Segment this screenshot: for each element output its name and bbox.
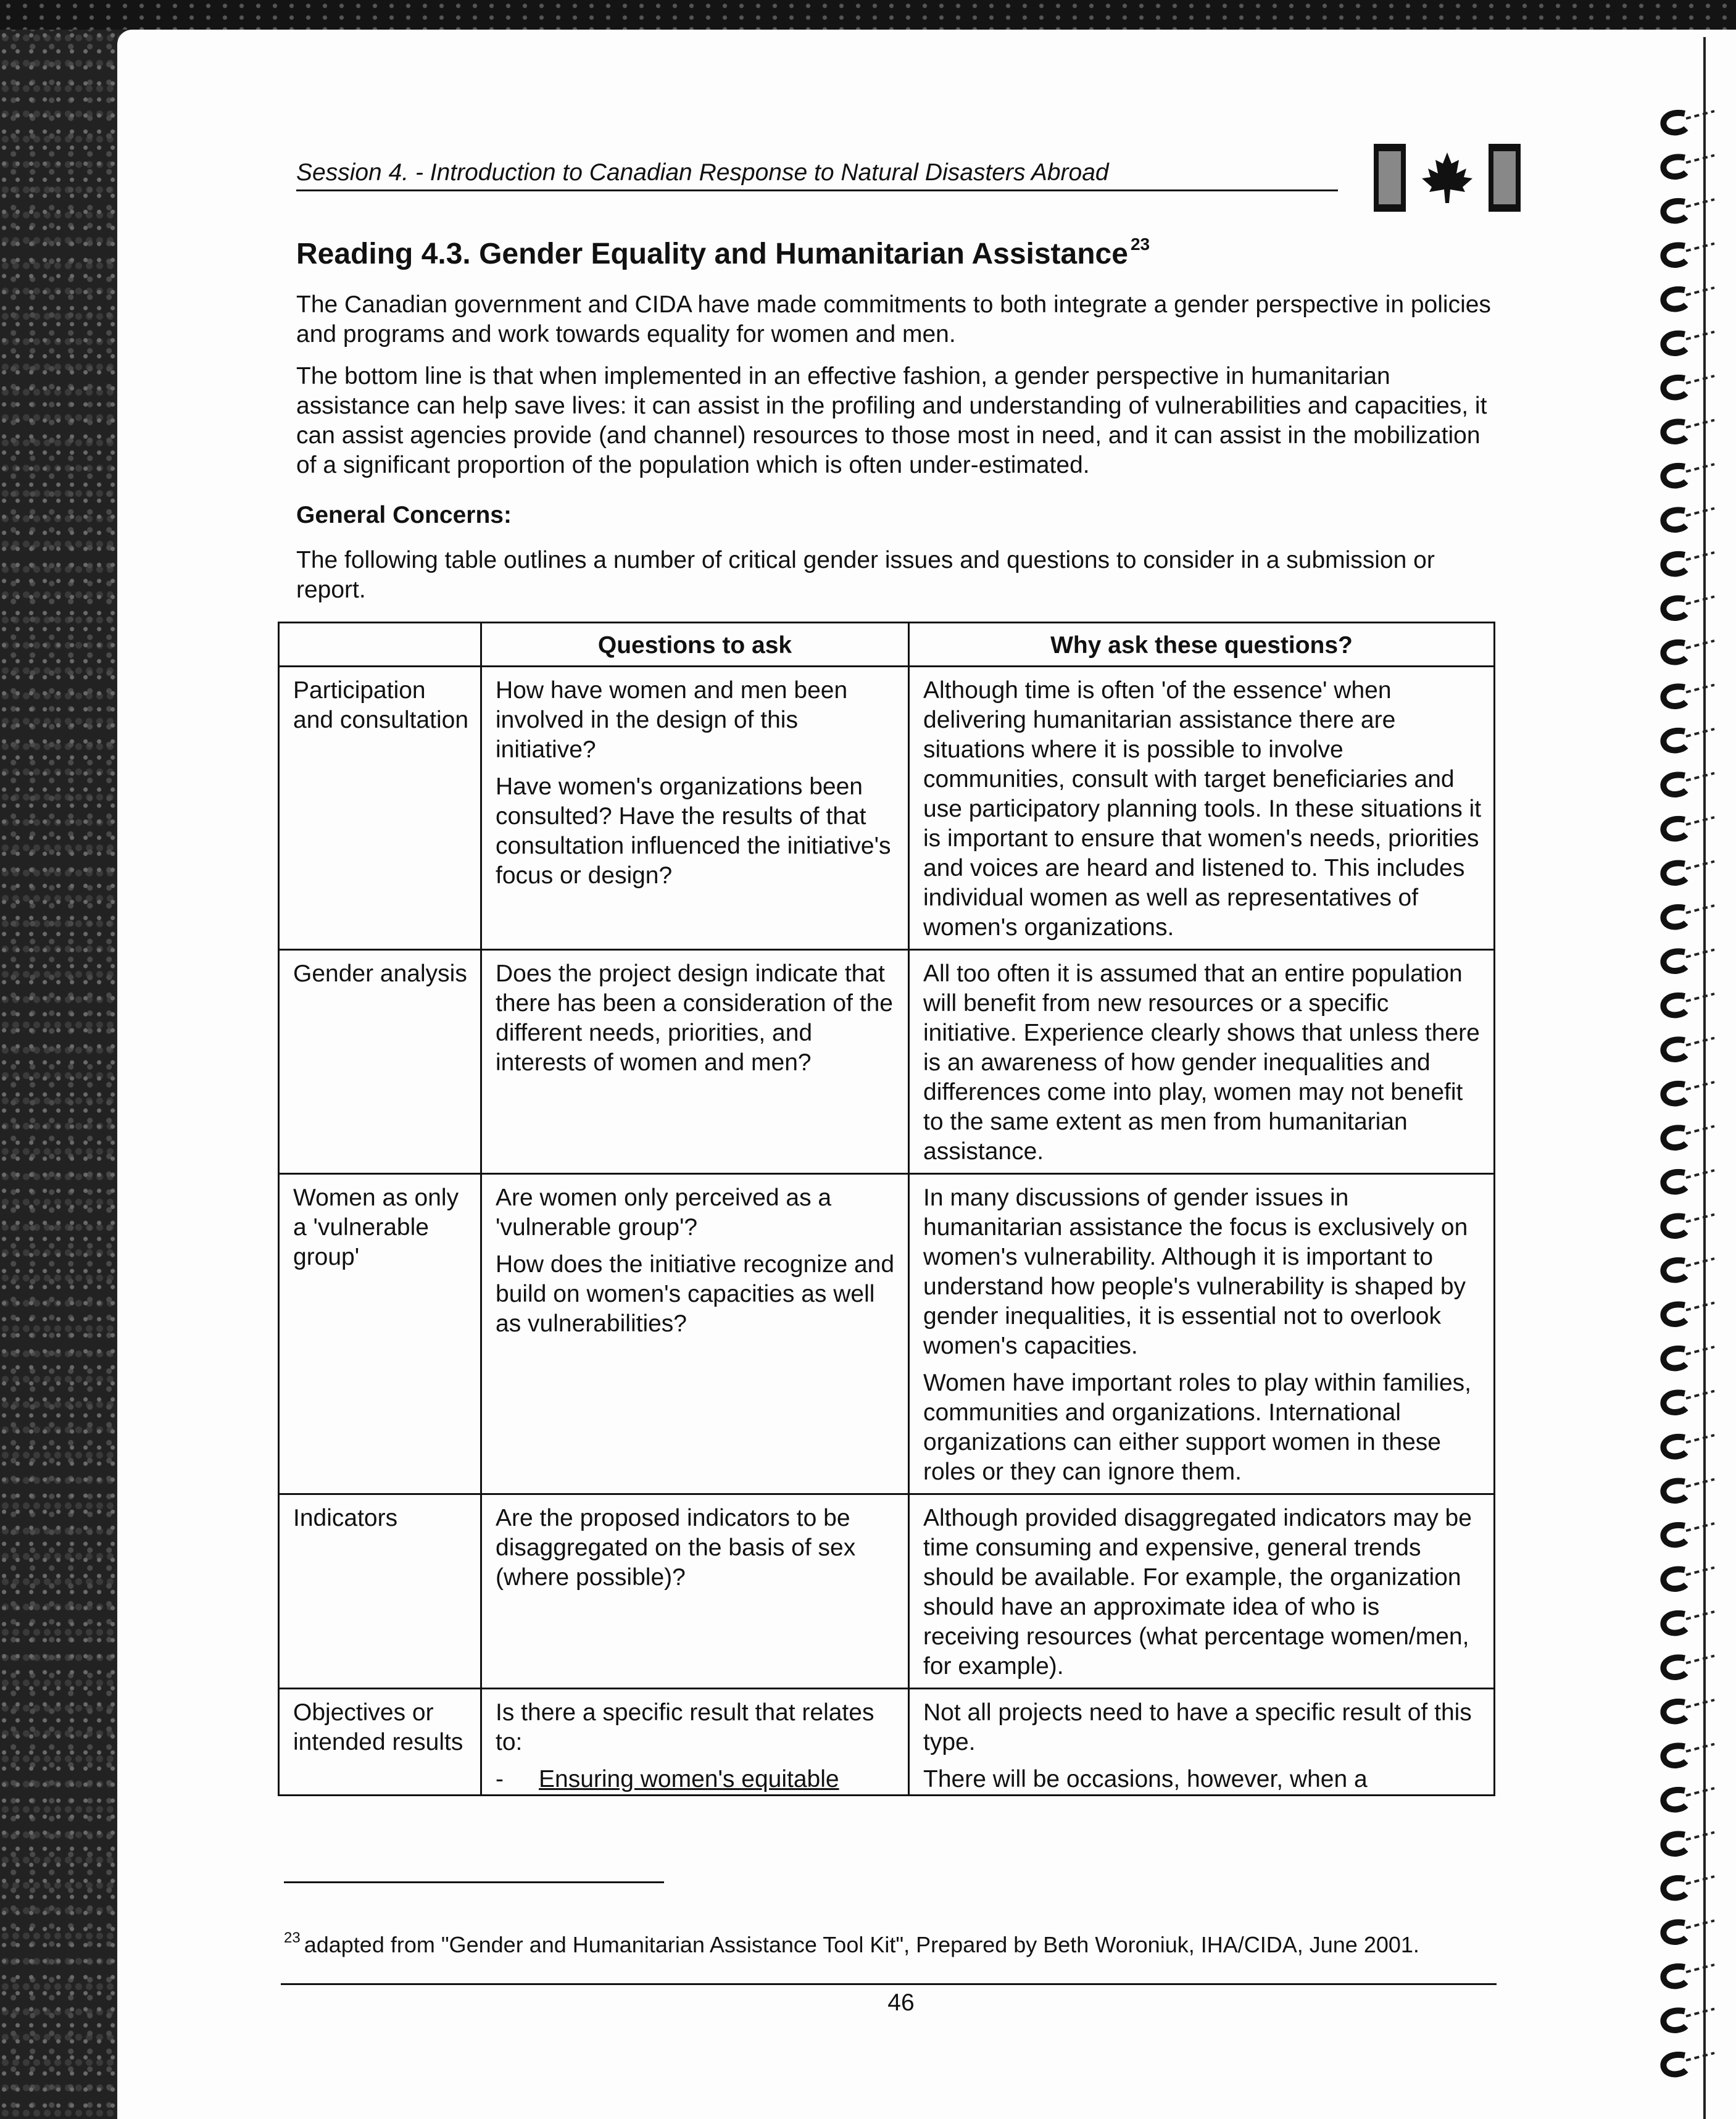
spiral-ring <box>1663 1084 1686 1104</box>
why-cell <box>909 1174 1495 1494</box>
spiral-wire <box>1686 376 1714 383</box>
spiral-wire <box>1686 288 1714 295</box>
spiral-ring <box>1663 466 1686 486</box>
spiral-wire <box>1686 1523 1714 1531</box>
table-header-row <box>279 623 1495 667</box>
spiral-ring <box>1663 1172 1686 1192</box>
footnote-ref: 23 <box>1130 235 1150 254</box>
footnote-number: 23 <box>284 1930 301 1946</box>
spiral-ring <box>1663 1525 1686 1545</box>
spiral-wire <box>1686 509 1714 516</box>
running-header: Session 4. - Introduction to Canadian Response to Natural Disasters Abroad <box>296 159 1109 186</box>
spiral-ring <box>1663 1967 1686 1986</box>
why-text: Not all projects need to have a specific result of this type. <box>923 1699 1472 1755</box>
spiral-wire <box>1686 2009 1714 2017</box>
canada-flag-icon <box>1374 144 1521 212</box>
spiral-wire <box>1686 1744 1714 1752</box>
table-row <box>279 1689 1495 1796</box>
spiral-ring <box>1663 907 1686 927</box>
questions-cell <box>481 1174 909 1494</box>
spiral-ring <box>1663 1569 1686 1589</box>
spiral-wire <box>1686 111 1714 119</box>
issue-cell: Participation and consultation <box>279 667 481 950</box>
spiral-ring <box>1663 1790 1686 1810</box>
intro-paragraph-1: The Canadian government and CIDA have made commitments to both integrate a gender perspective in policies and programs and work towards equality for women and men. <box>296 291 1491 348</box>
spiral-wire <box>1686 1833 1714 1840</box>
spiral-wire <box>1686 641 1714 648</box>
spiral-ring <box>1663 1657 1686 1677</box>
header-rule <box>296 189 1338 191</box>
spiral-wire <box>1686 950 1714 957</box>
why-text: There will be occasions, however, when a <box>923 1766 1368 1792</box>
spiral-wire <box>1686 1568 1714 1575</box>
table-row <box>279 950 1495 1174</box>
spiral-wire <box>1686 332 1714 339</box>
questions-cell <box>481 667 909 950</box>
why-cell <box>909 950 1495 1174</box>
spiral-wire <box>1686 1788 1714 1796</box>
footnote-rule <box>284 1881 664 1883</box>
intro-paragraph-2: The bottom line is that when implemented in an effective fashion, a gender perspective in humanitarian assistance can help save lives: it can assist in the profiling and understanding of vulnerabilities and capacities, it can assist agencies provide (and channel) resources to those most in need, and it can assist in the mobilization of a significant proportion of the population which is often under-estimated. <box>296 363 1487 478</box>
question-bullet <box>496 1765 897 1794</box>
spiral-wire <box>1686 1700 1714 1707</box>
footer-rule <box>281 1983 1497 1985</box>
spiral-ring <box>1663 1039 1686 1059</box>
spiral-ring <box>1663 1437 1686 1457</box>
table-row <box>279 1174 1495 1494</box>
spiral-wire <box>1686 156 1714 163</box>
why-text: All too often it is assumed that an entire population will benefit from new resources or a specific initiative. Experience clearly shows that unless there is an awareness of how gender inequalities and differences come into play, women may not benefit to the same extent as men from humanitarian assistance. <box>923 960 1480 1165</box>
issue-cell: Gender analysis <box>279 950 481 1174</box>
spiral-wire <box>1686 464 1714 472</box>
question-text: How does the initiative recognize and build on women's capacities as well as vulnerabilities? <box>496 1251 895 1337</box>
why-text: Although provided disaggregated indicators may be time consuming and expensive, general trends should be available. For example, the organization should have an approximate idea of who is receiving resources (what percentage women/men, for example). <box>923 1505 1472 1680</box>
spiral-wire <box>1686 1259 1714 1266</box>
spiral-wire <box>1686 1347 1714 1354</box>
why-text: Although time is often 'of the essence' when delivering humanitarian assistance there are situations where it is possible to involve communities, consult with target beneficiaries and use participatory planning tools. In these situations it is important to ensure that women's needs, priorities and voices are heard and listened to. This includes individual women as well as representatives of women's organizations. <box>923 677 1482 941</box>
spiral-ring <box>1663 863 1686 883</box>
spiral-wire <box>1686 994 1714 1001</box>
why-cell <box>909 667 1495 950</box>
header-why: Why ask these questions? <box>909 623 1495 667</box>
spiral-wire <box>1686 1480 1714 1487</box>
spiral-ring <box>1663 2010 1686 2030</box>
general-concerns-text: The following table outlines a number of critical gender issues and questions to consider in a submission or report. <box>296 547 1435 603</box>
spiral-ring <box>1663 289 1686 309</box>
question-text: Are women only perceived as a 'vulnerable group'? <box>496 1184 832 1241</box>
questions-cell <box>481 1494 909 1689</box>
spiral-ring <box>1663 1613 1686 1633</box>
spiral-ring <box>1663 201 1686 221</box>
reading-title: Reading 4.3. Gender Equality and Humanitarian Assistance $^{23}$ <box>296 235 1150 270</box>
spiral-ring <box>1663 333 1686 353</box>
table-row <box>279 667 1495 950</box>
why-text: In many discussions of gender issues in humanitarian assistance the focus is exclusively on women's vulnerability. Although it is important to understand how people's vulnerability is shaped by gender inequalities, it is essential not to overlook women's capacities. <box>923 1184 1468 1359</box>
issue-cell: Indicators <box>279 1494 481 1689</box>
questions-cell <box>481 1689 909 1796</box>
spiral-ring <box>1663 598 1686 618</box>
question-text: Does the project design indicate that there has been a consideration of the different needs, priorities, and interests of women and men? <box>496 960 893 1076</box>
spiral-wire <box>1686 1038 1714 1046</box>
scanner-background-left <box>0 0 123 2119</box>
spiral-wire <box>1686 1082 1714 1089</box>
question-text: Is there a specific result that relates to: <box>496 1699 874 1755</box>
spiral-wire <box>1686 597 1714 604</box>
bullet-text: Ensuring women's equitable <box>539 1766 839 1792</box>
spiral-wire <box>1686 1435 1714 1443</box>
why-cell <box>909 1689 1495 1796</box>
spiral-ring <box>1663 1834 1686 1854</box>
scanner-background-top <box>0 0 1736 30</box>
spiral-wire <box>1686 1391 1714 1399</box>
why-cell <box>909 1494 1495 1689</box>
spiral-wire <box>1686 420 1714 428</box>
spiral-wire <box>1686 1612 1714 1619</box>
footnote <box>284 1930 1419 1958</box>
gender-issues-table <box>278 622 1495 1796</box>
spiral-ring <box>1663 1481 1686 1501</box>
spiral-ring <box>1663 643 1686 662</box>
spiral-ring <box>1663 1260 1686 1280</box>
spiral-wire <box>1686 1215 1714 1222</box>
question-text: Have women's organizations been consulted? Have the results of that consultation influenced the initiative's focus or design? <box>496 773 891 889</box>
header-questions: Questions to ask <box>481 623 909 667</box>
spiral-ring <box>1663 157 1686 177</box>
spiral-wire <box>1686 1126 1714 1134</box>
spiral-ring <box>1663 1304 1686 1324</box>
spiral-ring <box>1663 1128 1686 1147</box>
spiral-ring <box>1663 1922 1686 1942</box>
spiral-wire <box>1686 773 1714 781</box>
spiral-ring <box>1663 951 1686 971</box>
question-text: How have women and men been involved in the design of this initiative? <box>496 677 848 763</box>
spiral-ring <box>1663 686 1686 706</box>
spiral-ring <box>1663 1746 1686 1765</box>
spiral-wire <box>1686 1656 1714 1663</box>
spiral-ring <box>1663 819 1686 839</box>
questions-cell <box>481 950 909 1174</box>
spiral-wire <box>1686 862 1714 869</box>
spiral-ring <box>1663 1393 1686 1412</box>
spiral-ring <box>1663 775 1686 794</box>
spiral-ring <box>1663 1349 1686 1368</box>
issue-cell: Objectives or intended results <box>279 1689 481 1796</box>
spiral-wire <box>1686 1921 1714 1928</box>
why-text: Women have important roles to play within families, communities and organizations. International organizations can either support women in these roles or they can ignore them. <box>923 1370 1471 1485</box>
spiral-wire <box>1686 905 1714 913</box>
spiral-ring <box>1663 113 1686 133</box>
spiral-wire <box>1686 244 1714 251</box>
table-row <box>279 1494 1495 1689</box>
spiral-wire <box>1686 199 1714 207</box>
spiral-ring <box>1663 1216 1686 1236</box>
bullet-dash: - <box>496 1766 504 1792</box>
spiral-ring <box>1663 422 1686 441</box>
spiral-wire <box>1686 1303 1714 1310</box>
question-text: Are the proposed indicators to be disaggregated on the basis of sex (where possible)? <box>496 1505 856 1591</box>
spiral-ring <box>1663 996 1686 1015</box>
spiral-ring <box>1663 245 1686 265</box>
spiral-binding-icon <box>1642 86 1736 2119</box>
spiral-wire <box>1686 1965 1714 1972</box>
page-number: 46 <box>887 1989 915 2016</box>
spiral-wire <box>1686 2053 1714 2060</box>
spiral-wire <box>1686 1876 1714 1884</box>
issue-cell: Women as only a 'vulnerable group' <box>279 1174 481 1494</box>
footnote-text: adapted from "Gender and Humanitarian Assistance Tool Kit", Prepared by Beth Woroniuk, IHA/CIDA, June 2001. <box>304 1932 1419 1957</box>
spiral-ring <box>1663 510 1686 530</box>
spiral-wire <box>1686 552 1714 560</box>
spiral-wire <box>1686 1170 1714 1178</box>
spiral-wire <box>1686 685 1714 693</box>
spiral-ring <box>1663 554 1686 574</box>
header-empty <box>279 623 481 667</box>
spiral-ring <box>1663 731 1686 751</box>
spiral-wire <box>1686 817 1714 825</box>
general-concerns-heading: General Concerns: <box>296 502 512 528</box>
spiral-ring <box>1663 2055 1686 2075</box>
spiral-ring <box>1663 1878 1686 1898</box>
spiral-ring <box>1663 1702 1686 1721</box>
spiral-ring <box>1663 378 1686 398</box>
spiral-wire <box>1686 729 1714 736</box>
